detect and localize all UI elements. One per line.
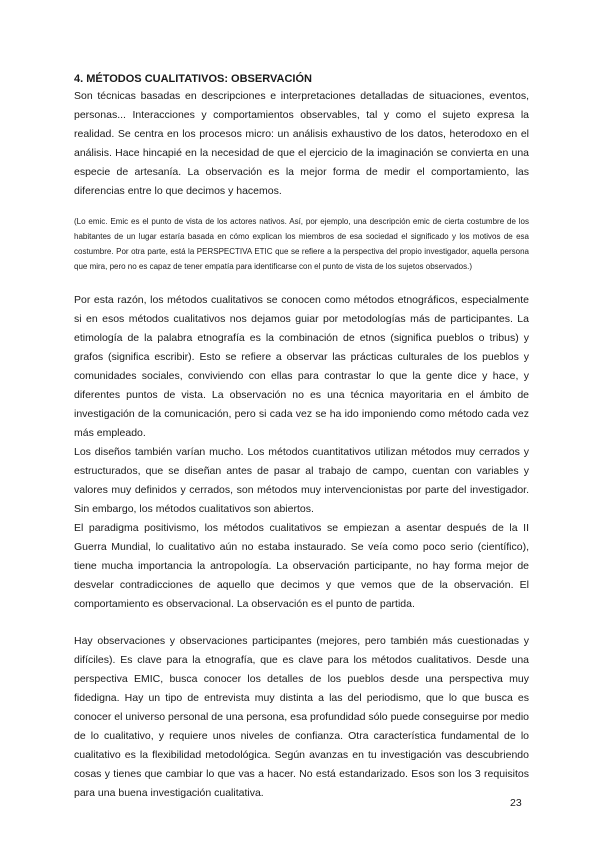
page-body bbox=[74, 72, 529, 803]
section-title: 4. MÉTODOS CUALITATIVOS: OBSERVACIÓN bbox=[74, 73, 312, 85]
paragraph-intro: Son técnicas basadas en descripciones e interpretaciones detalladas de situaciones, eventos, personas... Interacciones y comportamientos observables, tal y como el sujeto expresa la realidad. Se centra en los procesos micro: un análisis exhaustivo de los datos, heterodoxo en el análisis. Hace hincapié en la necesidad de que el ejercicio de la imaginación se convierta en una especie de artesanía. La observación es la mejor forma de medir el comportamiento, las diferencias entre lo que decimos y hacemos. bbox=[74, 90, 529, 197]
spacer bbox=[74, 614, 529, 632]
paragraph-paradigma: El paradigma positivismo, los métodos cualitativos se empiezan a asentar después de la II Guerra Mundial, lo cualitativo aún no estaba instaurado. Se veía como poco serio (científico), tiene mucha importancia la antropología. La observación participante, no hay forma mejor de desvelar contradicciones de aquello que decimos y que vemos que de la observación. El comportamiento es observacional. La observación es el punto de partida. bbox=[74, 522, 529, 610]
page-number: 23 bbox=[510, 797, 522, 809]
spacer bbox=[74, 274, 529, 291]
paragraph-note-emic: (Lo emic. Emic es el punto de vista de los actores nativos. Así, por ejemplo, una descripción emic de cierta costumbre de los habitantes de un lugar estaría basada en cómo explican los miembros de esa sociedad el significado y los motivos de esa costumbre. Por otra parte, está la PERSPECTIVA ETIC que se refiere a la perspectiva del propio investigador, aquella persona que mira, pero no es capaz de tener empatía para identificarse con el punto de vista de los sujetos observados.) bbox=[74, 217, 529, 271]
spacer bbox=[74, 201, 529, 214]
paragraph-observaciones: Hay observaciones y observaciones participantes (mejores, pero también más cuestionadas y difíciles). Es clave para la etnografía, que es clave para los métodos cualitativos. Desde una perspectiva EMIC, busca conocer los detalles de los pueblos desde una perspectiva muy fidedigna. Hay un tipo de entrevista muy distinta a las del periodismo, que lo que busca es conocer el universo personal de una persona, esa profundidad sólo puede conseguirse por medio de lo cualitativo, y requiere unos niveles de confianza. Otra característica fundamental de lo cualitativo es la flexibilidad metodológica. Según avanzas en tu investigación vas descubriendo cosas y tienes que cambiar lo que vas a hacer. No está estandarizado. Esos son los 3 requisitos para una buena investigación cualitativa. bbox=[74, 635, 529, 799]
paragraph-disenos: Los diseños también varían mucho. Los métodos cuantitativos utilizan métodos muy cerrados y estructurados, que se diseñan antes de pasar al trabajo de campo, cuentan con variables y valores muy definidos y cerrados, son métodos muy intervencionistas por parte del investigador. Sin embargo, los métodos cualitativos son abiertos. bbox=[74, 446, 529, 515]
paragraph-etnografia: Por esta razón, los métodos cualitativos se conocen como métodos etnográficos, especialmente si en esos métodos cualitativos nos dejamos guiar por metodologías más de participantes. La etimología de la palabra etnografía es la combinación de etnos (significa pueblos o tribus) y grafos (significa escribir). Esto se refiere a observar las prácticas culturales de los pueblos y comunidades sociales, conviviendo con ellas para contrastar lo que la gente dice y hace, y diferentes puntos de vista. La observación no es una técnica mayoritaria en el ámbito de investigación de la comunicación, pero si cada vez se ha ido imponiendo como método cada vez más empleado. bbox=[74, 294, 529, 439]
